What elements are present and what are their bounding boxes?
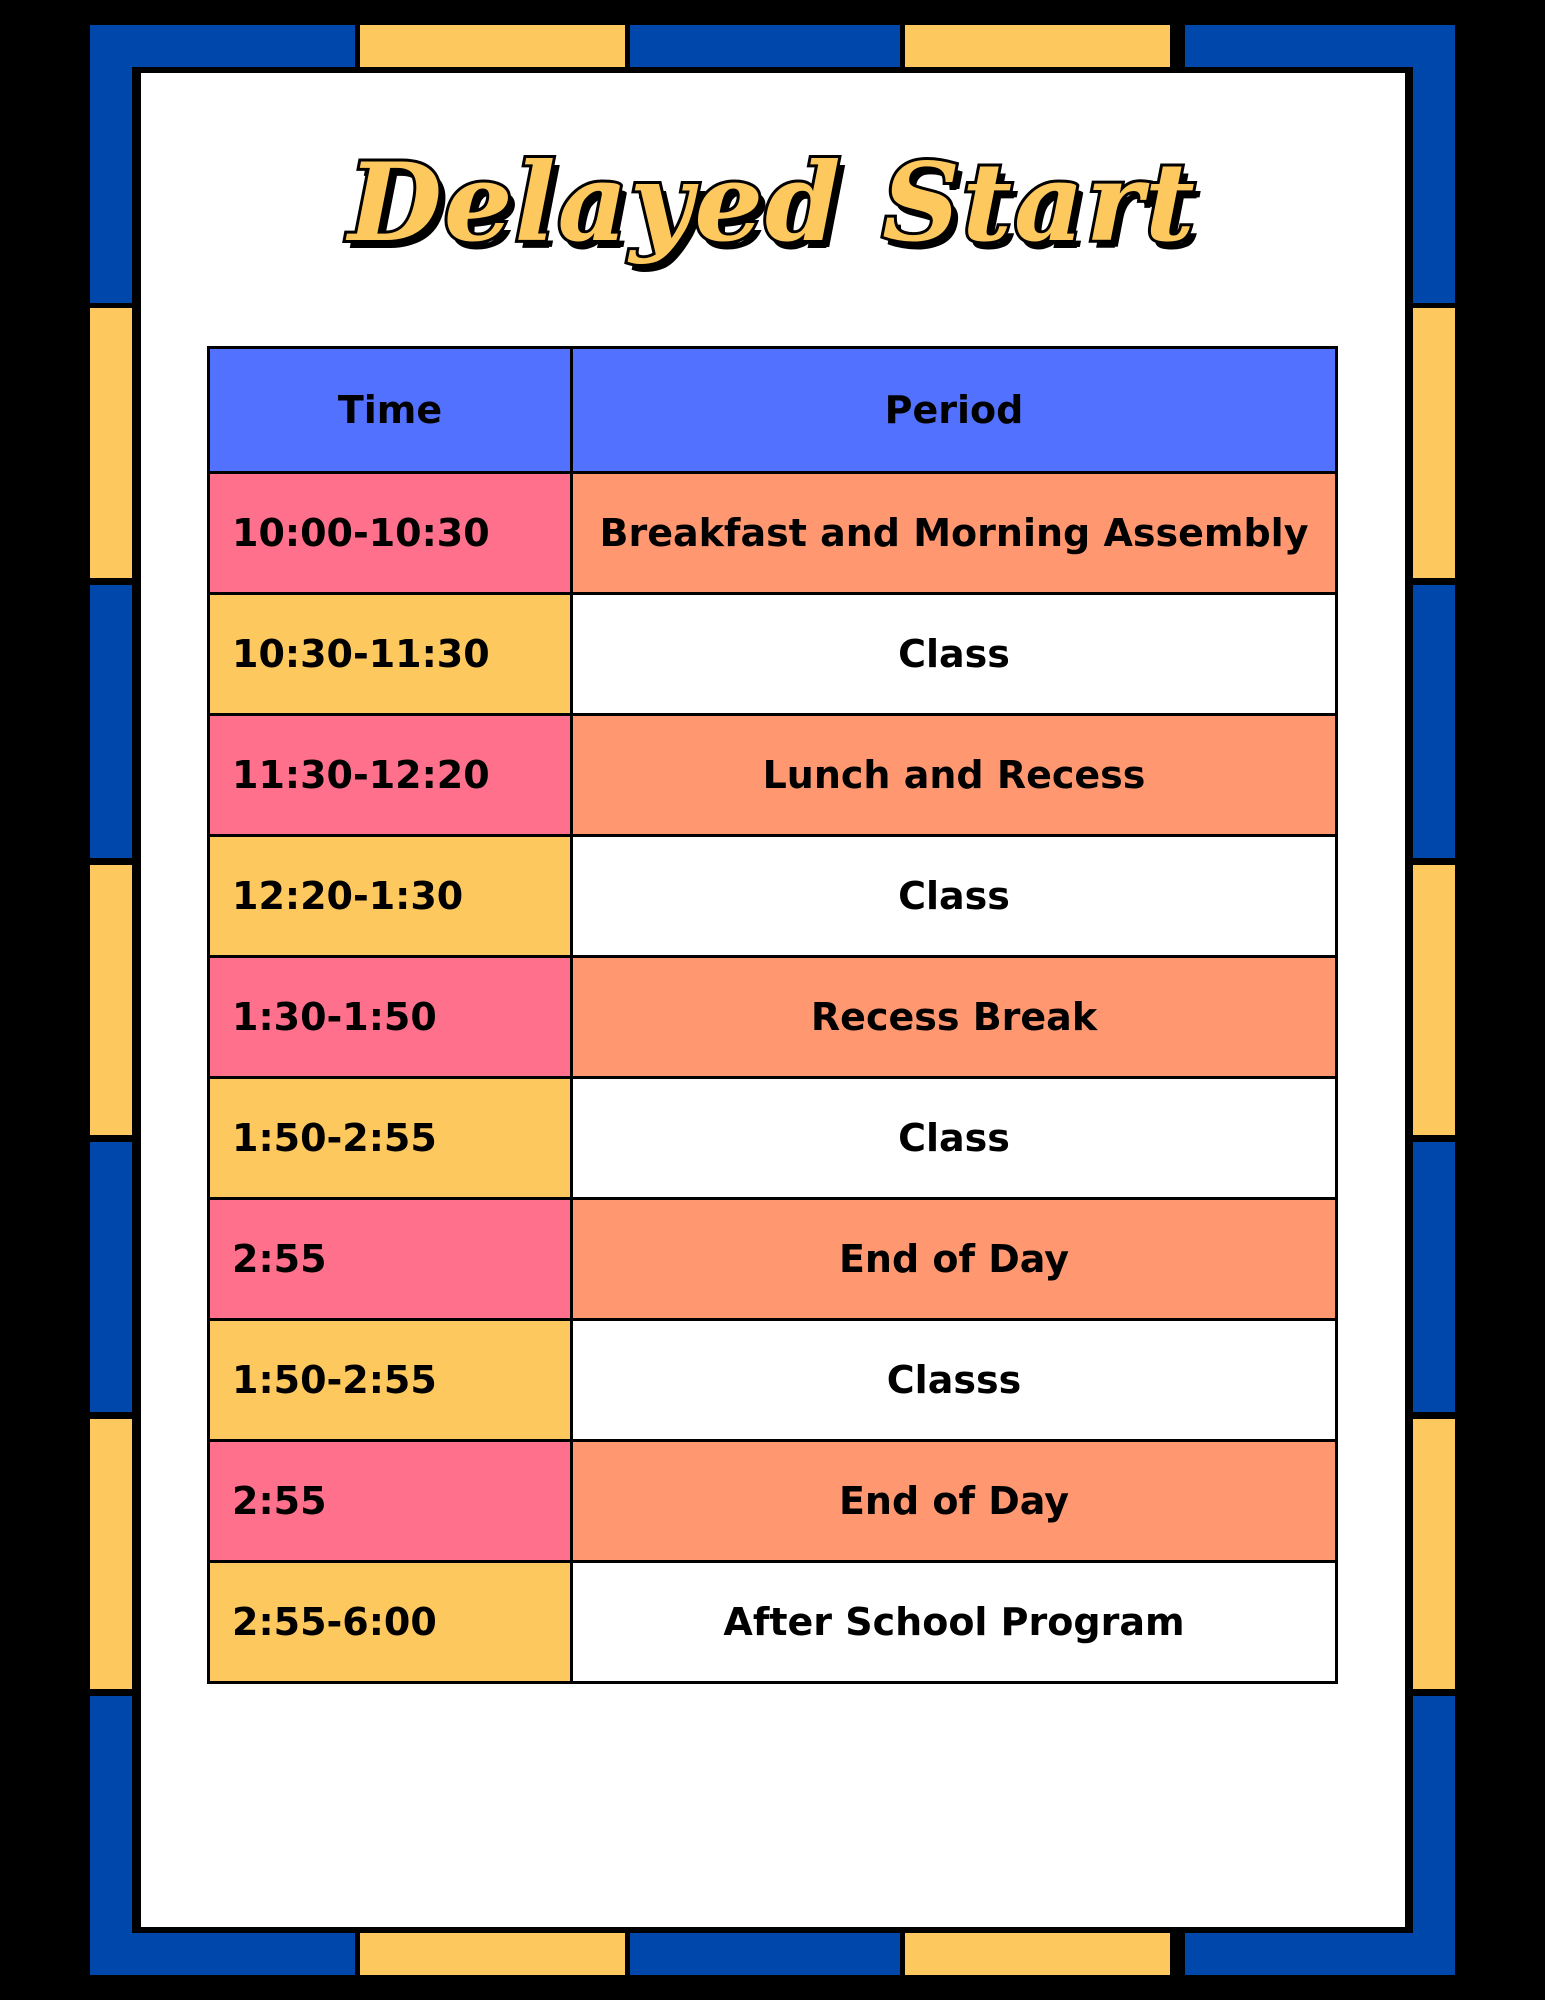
- border-segment: [90, 308, 132, 578]
- period-cell: Classs: [572, 1320, 1337, 1441]
- border-segment: [1413, 1142, 1455, 1412]
- border-segment: [90, 1419, 132, 1689]
- time-cell: 10:00-10:30: [209, 473, 572, 594]
- time-cell: 1:30-1:50: [209, 957, 572, 1078]
- table-row: [209, 473, 1337, 594]
- period-cell: Class: [572, 594, 1337, 715]
- period-cell: End of Day: [572, 1199, 1337, 1320]
- border-segment: [360, 25, 625, 67]
- table-row: [209, 1320, 1337, 1441]
- table-header-row: [209, 348, 1337, 473]
- table-row: [209, 1199, 1337, 1320]
- border-segment: [90, 865, 132, 1135]
- time-cell: 2:55: [209, 1199, 572, 1320]
- time-cell: 2:55-6:00: [209, 1562, 572, 1683]
- border-segment: [90, 1142, 132, 1412]
- border-segment: [1413, 1696, 1455, 1975]
- period-cell: Class: [572, 836, 1337, 957]
- period-cell: Lunch and Recess: [572, 715, 1337, 836]
- period-cell: End of Day: [572, 1441, 1337, 1562]
- table-row: [209, 957, 1337, 1078]
- border-segment: [630, 1933, 900, 1975]
- time-cell: 12:20-1:30: [209, 836, 572, 957]
- border-segment: [1413, 865, 1455, 1135]
- border-segment: [1413, 1419, 1455, 1689]
- period-cell: After School Program: [572, 1562, 1337, 1683]
- table-row: [209, 836, 1337, 957]
- time-cell: 1:50-2:55: [209, 1320, 572, 1441]
- border-segment: [360, 1933, 625, 1975]
- table-row: [209, 715, 1337, 836]
- border-segment: [1413, 585, 1455, 858]
- table-row: [209, 594, 1337, 715]
- border-segment: [90, 585, 132, 858]
- border-segment: [630, 25, 900, 67]
- border-segment: [905, 25, 1170, 67]
- table-row: [209, 1562, 1337, 1683]
- border-segment: [905, 1933, 1170, 1975]
- table-row: [209, 1078, 1337, 1199]
- schedule-table: [207, 346, 1338, 1684]
- period-cell: Class: [572, 1078, 1337, 1199]
- page-title: Delayed Start: [348, 140, 1197, 266]
- table-row: [209, 1441, 1337, 1562]
- time-cell: 2:55: [209, 1441, 572, 1562]
- time-cell: 11:30-12:20: [209, 715, 572, 836]
- time-cell: 10:30-11:30: [209, 594, 572, 715]
- column-header-period: Period: [572, 348, 1337, 473]
- column-header-time: Time: [209, 348, 572, 473]
- period-cell: Recess Break: [572, 957, 1337, 1078]
- time-cell: 1:50-2:55: [209, 1078, 572, 1199]
- period-cell: Breakfast and Morning Assembly: [572, 473, 1337, 594]
- border-segment: [90, 1696, 132, 1975]
- border-segment: [1413, 308, 1455, 578]
